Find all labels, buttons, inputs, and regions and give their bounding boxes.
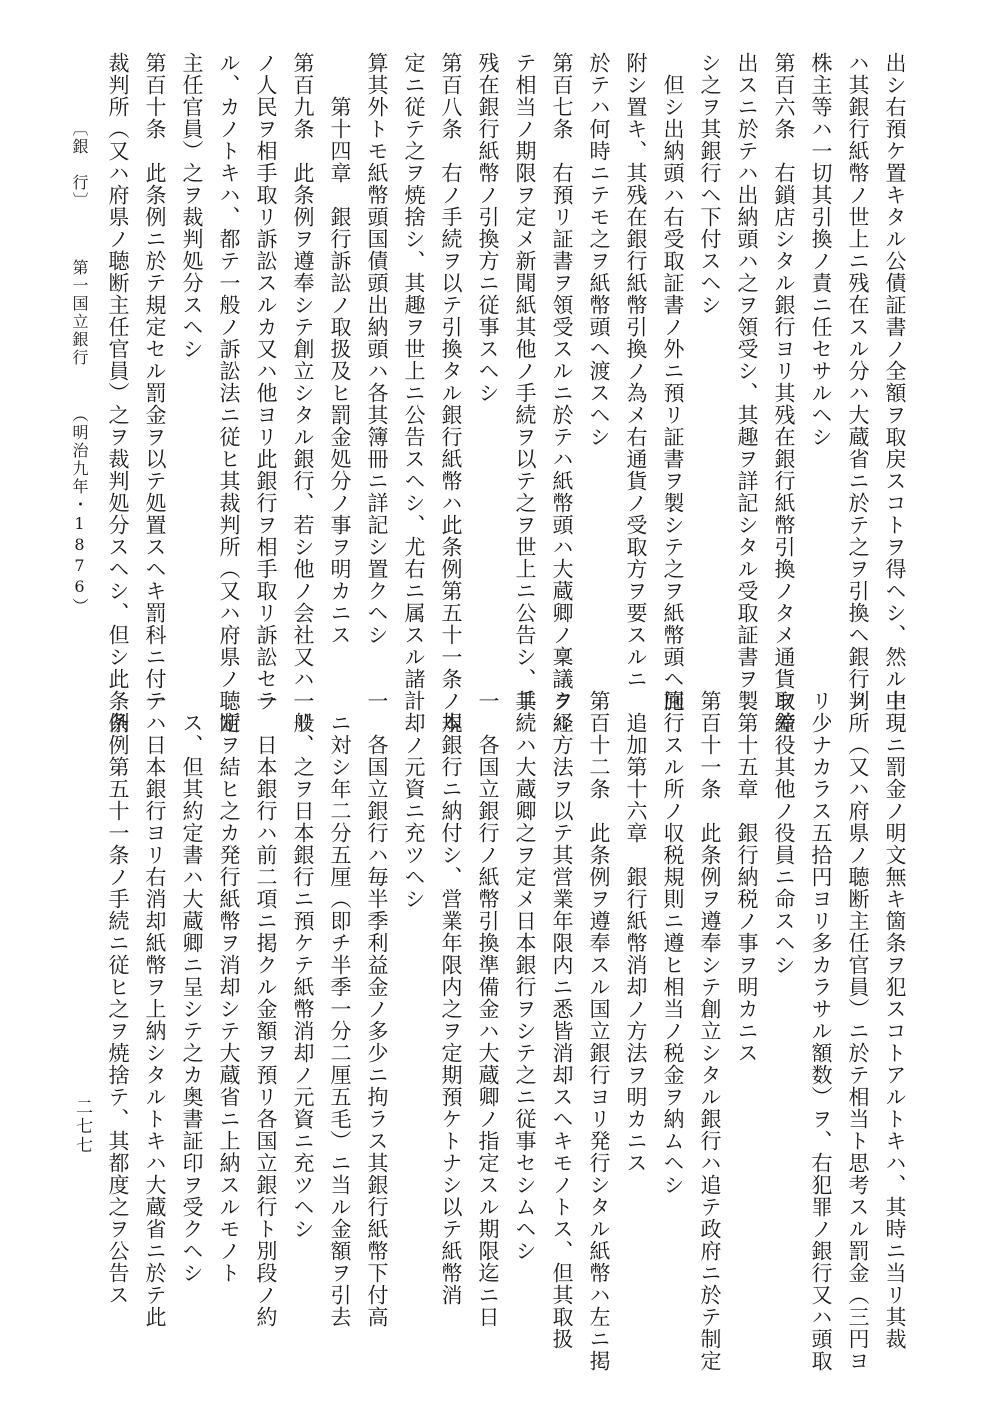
text-column: 判所（又ハ府県ノ聴断主任官員）ニ於テ相当ト思考スル罰金（三円ヨ <box>846 690 870 1372</box>
text-column: 残在銀行紙幣ノ引換方ニ従事スヘシ <box>476 52 500 404</box>
text-column: ス、但其約定書ハ大蔵卿ニ呈シテ之カ奥書証印ヲ受クヘシ <box>180 712 204 1284</box>
list-item-column: 一 各国立銀行ハ毎半季利益金ノ多少ニ拘ラス其銀行紙幣下付高 <box>365 690 389 1328</box>
article-heading: 第百七条 右預リ証書ヲ領受スルニ於テハ紙幣頭ハ大蔵卿ノ稟議ヲ経 <box>550 52 574 734</box>
chapter-heading: 第十五章 銀行納税ノ事ヲ明カニス <box>735 712 759 1064</box>
article-heading: 第百六条 右鎖店シタル銀行ヨリ其残在銀行紙幣引換ノタメ通貨ヲ差 <box>772 52 796 734</box>
running-head <box>68 120 91 616</box>
list-item-column: 一 各国立銀行ノ紙幣引換準備金ハ大蔵卿ノ指定スル期限迄ニ日 <box>476 690 500 1328</box>
text-column: 算其外トモ紙幣頭国債頭出納頭ハ各其簿冊ニ詳記シ置クヘシ <box>365 52 389 646</box>
text-column: 主任官員）之ヲ裁判処分スヘシ <box>180 52 204 360</box>
text-column: 本銀行ニ納付シ、営業年限内之ヲ定期預ケトナシ以テ紙幣消 <box>439 712 463 1306</box>
page-number: 二七七 <box>72 1098 92 1155</box>
text-column: 裁判所（又ハ府県ノ聴断主任官員）之ヲ裁判処分スヘシ、但シ此条例 <box>106 52 130 734</box>
text-column: リ少ナカラス五拾円ヨリ多カラサル額数）ヲ、右犯罪ノ銀行又ハ頭取 <box>809 690 833 1372</box>
text-column: 於テハ何時ニテモ之ヲ紙幣頭ヘ渡スヘシ <box>587 52 611 448</box>
proviso-column: 但シ出納頭ハ右受取証書ノ外ニ預リ証書ヲ製シテ之ヲ紙幣頭ヘ回 <box>661 74 685 712</box>
article-heading: 第百九条 此条例ヲ遵奉シテ創立シタル銀行、若シ他ノ会社又ハ一般 <box>291 52 315 734</box>
text-column: 条例第五十一条ノ手続ニ従ヒ之ヲ焼捨テ、其都度之ヲ公告ス <box>106 712 130 1306</box>
chapter-heading: 第十四章 銀行訴訟ノ取扱及ヒ罰金処分ノ事ヲ明カニス <box>328 96 352 646</box>
text-column: 手続ハ大蔵卿之ヲ定メ日本銀行ヲシテ之ニ従事セシムヘシ <box>513 690 537 1262</box>
list-item-column: 一 日本銀行ハ前二項ニ掲クル金額ヲ預リ各国立銀行ト別段ノ約 <box>254 690 278 1328</box>
text-column: 却ノ元資ニ充ツヘシ <box>402 712 426 910</box>
text-column: 株主等ハ一切其引換ノ責ニ任セサルヘシ <box>809 52 833 448</box>
text-column: 出スニ於テハ出納頭ハ之ヲ領受シ、其趣ヲ詳記シタル受取証書ヲ製 <box>735 52 759 712</box>
text-column: シ之ヲ其銀行ヘ下付スヘシ <box>698 52 722 316</box>
text-column: ノ人民ヲ相手取リ訴訟スルカ又ハ他ヨリ此銀行ヲ相手取リ訴訟セラ <box>254 52 278 712</box>
text-column: ニ対シ年二分五厘（即チ半季一分二厘五毛）ニ当ル金額ヲ引去 <box>328 712 352 1328</box>
running-head-title: 第一国立銀行 <box>70 259 89 367</box>
text-column: 定ニ従テ之ヲ焼捨シ、其趣ヲ世上ニ公告スヘシ、尤右ニ属スル諸計 <box>402 52 426 712</box>
text-column: 施行スル所ノ収税規則ニ遵ヒ相当ノ税金ヲ納ムヘシ <box>661 690 685 1196</box>
article-heading: 第百十二条 此条例ヲ遵奉スル国立銀行ヨリ発行シタル紙幣ハ左ニ掲 <box>587 690 611 1372</box>
text-column: リ、之ヲ日本銀行ニ預ケテ紙幣消却ノ元資ニ充ツヘシ <box>291 712 315 1240</box>
chapter-heading: 追加第十六章 銀行紙幣消却ノ方法ヲ明カニス <box>624 712 648 1174</box>
text-column: テ相当ノ期限ヲ定メ新聞紙其他ノ手続ヲ以テ之ヲ世上ニ公告シ、其 <box>513 52 537 712</box>
running-head-section: 〔銀 行〕 <box>70 120 89 210</box>
article-heading: 第百十一条 此条例ヲ遵奉シテ創立シタル銀行ハ追テ政府ニ於テ制定 <box>698 690 722 1372</box>
text-column: クル方法ヲ以テ其営業年限内ニ悉皆消却スヘキモノトス、但其取扱 <box>550 690 574 1350</box>
text-column: ハ其銀行紙幣ノ世上ニ残在スル分ハ大蔵省ニ於テ之ヲ引換ヘ銀行ノ <box>846 52 870 712</box>
article-heading: 第百十条 此条例ニ於テ規定セル罰金ヲ以テ処置スヘキ罰科ニ付テハ <box>143 52 167 734</box>
text-column: ル、カノトキハ、都テ一般ノ訴訟法ニ従ヒ其裁判所（又ハ府県ノ聴断 <box>217 52 241 734</box>
article-heading: 第百八条 右ノ手続ヲ以テ引換タル銀行紙幣ハ此条例第五十一条ノ規 <box>439 52 463 734</box>
text-column: 出シ右預ケ置キタル公債証書ノ全額ヲ取戻スコトヲ得ヘシ、然ル上 <box>883 52 907 712</box>
running-head-date: （明治九年・1876） <box>70 406 89 616</box>
list-item-column: 一 日本銀行ヨリ右消却紙幣ヲ上納シタルトキハ大蔵省ニ於テ此 <box>143 690 167 1328</box>
text-column: 中現ニ罰金ノ明文無キ箇条ヲ犯スコトアルトキハ、其時ニ当リ其裁 <box>883 690 907 1350</box>
text-column: 定ヲ結ヒ之カ発行紙幣ヲ消却シテ大蔵省ニ上納スルモノト <box>217 712 241 1284</box>
text-column: 取締役其他ノ役員ニ命スヘシ <box>772 690 796 976</box>
text-column: 附シ置キ、其残在銀行紙幣引換ノ為メ右通貨ノ受取方ヲ要スルニ <box>624 52 648 690</box>
